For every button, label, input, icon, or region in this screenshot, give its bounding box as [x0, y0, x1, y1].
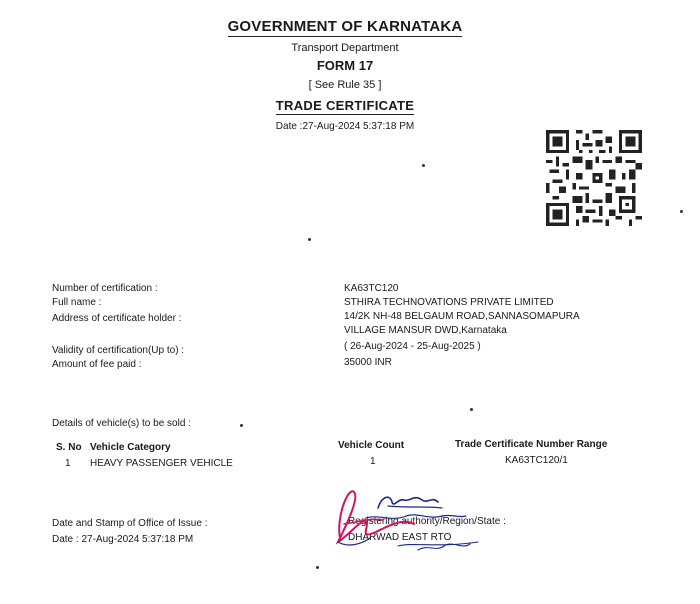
- full-name-label: Full name :: [52, 297, 102, 308]
- header-sno: S. No: [56, 442, 82, 453]
- issue-date: Date :27-Aug-2024 5:37:18 PM: [275, 121, 415, 132]
- fee-label: Amount of fee paid :: [52, 359, 142, 370]
- government-title: [0, 18, 690, 35]
- vehicles-section-label: Details of vehicle(s) to be sold :: [52, 418, 191, 429]
- scan-speck: [422, 164, 425, 167]
- fee-value: 35000 INR: [344, 357, 392, 368]
- row-vehicle-count: 1: [370, 456, 376, 467]
- date-stamp-value: Date : 27-Aug-2024 5:37:18 PM: [52, 534, 194, 545]
- scan-speck: [316, 566, 319, 569]
- header-number-range: Trade Certificate Number Range: [455, 439, 608, 450]
- row-number-range: KA63TC120/1: [505, 455, 568, 466]
- validity-value: ( 26-Aug-2024 - 25-Aug-2025 ): [344, 341, 481, 352]
- certificate-title: [0, 98, 690, 113]
- row-vehicle-category: HEAVY PASSENGER VEHICLE: [90, 458, 233, 469]
- scan-speck: [680, 210, 683, 213]
- address-line-1: 14/2K NH-48 BELGAUM ROAD,SANNASOMAPURA: [344, 311, 580, 322]
- qr-code: [546, 130, 642, 226]
- scan-speck: [470, 408, 473, 411]
- address-label: Address of certificate holder :: [52, 313, 182, 324]
- header-vehicle-count: Vehicle Count: [338, 440, 405, 451]
- scan-speck: [240, 424, 243, 427]
- department-name: Transport Department: [291, 42, 399, 54]
- officer-signature: [318, 478, 498, 558]
- authority-value: DHARWAD EAST RTO: [348, 532, 452, 543]
- validity-label: Validity of certification(Up to) :: [52, 345, 185, 356]
- form-number: FORM 17: [316, 58, 374, 73]
- certificate-title-text: TRADE CERTIFICATE: [275, 98, 415, 113]
- rule-reference: [ See Rule 35 ]: [308, 79, 382, 91]
- row-sno: 1: [65, 458, 71, 469]
- certification-number-label: Number of certification :: [52, 283, 158, 294]
- address-line-2: VILLAGE MANSUR DWD,Karnataka: [344, 325, 507, 336]
- certification-number-value: KA63TC120: [344, 283, 399, 294]
- date-stamp-label: Date and Stamp of Office of Issue :: [52, 518, 208, 529]
- scan-speck: [308, 238, 311, 241]
- authority-label: Registering authority/Region/State :: [348, 516, 506, 527]
- header-vehicle-category: Vehicle Category: [90, 442, 171, 453]
- government-title-text: GOVERNMENT OF KARNATAKA: [227, 18, 463, 35]
- full-name-value: STHIRA TECHNOVATIONS PRIVATE LIMITED: [344, 297, 554, 308]
